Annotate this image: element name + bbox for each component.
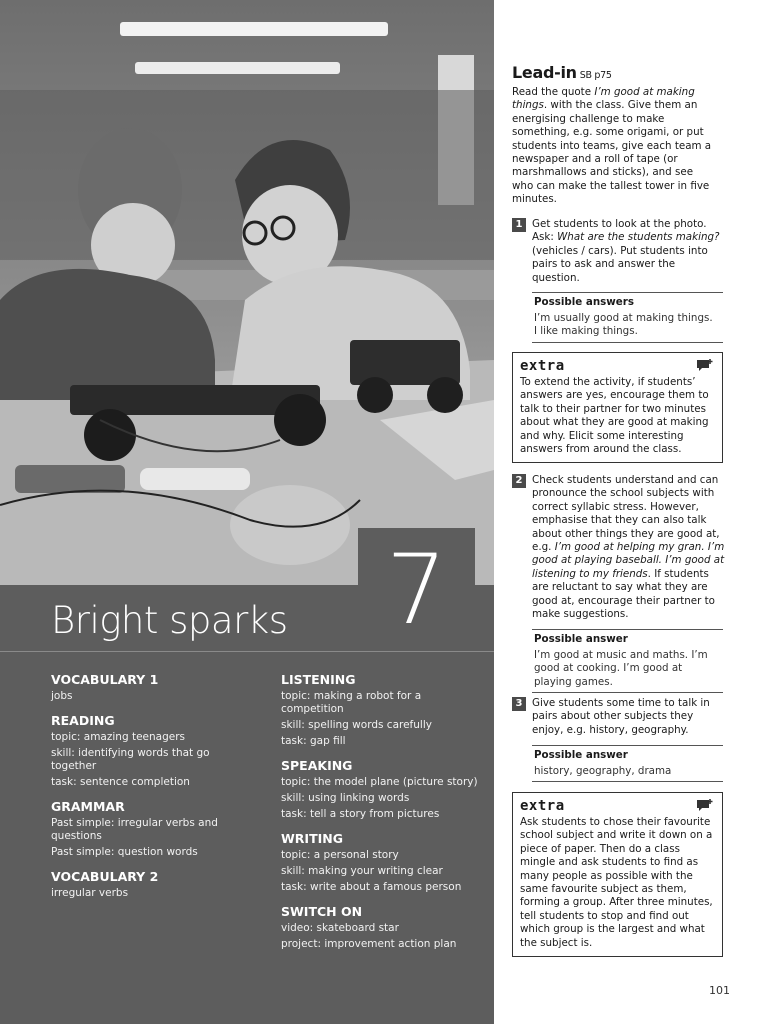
contents-section-heading: READING	[51, 713, 115, 728]
step-3-answers	[532, 745, 723, 782]
contents-section-item: task: gap fill	[281, 735, 346, 747]
step-3-text: Give students some time to talk in pairs about other subjects they enjoy, e.g. history, geography.	[532, 697, 710, 736]
step-2-answer-1: I’m good at music and maths. I’m good at cooking. I’m good at playing games.	[534, 649, 708, 688]
contents-column-1	[51, 671, 251, 909]
contents-section-item: task: sentence completion	[51, 776, 190, 788]
step-1-text	[532, 218, 724, 285]
contents-section-item: skill: identifying words that go together	[51, 747, 210, 772]
unit-number: 7	[385, 534, 448, 646]
extra-heading: extra	[520, 798, 565, 814]
contents-section-item: topic: a personal story	[281, 849, 399, 861]
extra-box-1	[512, 352, 723, 463]
contents-section-item: skill: making your writing clear	[281, 865, 443, 877]
contents-section-item: topic: making a robot for a competition	[281, 690, 422, 715]
contents-section-item: irregular verbs	[51, 887, 129, 899]
step-2-text	[532, 474, 725, 621]
speech-bubble-plus-icon	[696, 358, 714, 373]
contents-section-heading: LISTENING	[281, 672, 356, 687]
contents-column-2	[281, 671, 481, 960]
title-divider	[0, 651, 494, 652]
contents-section-item: topic: amazing teenagers	[51, 731, 185, 743]
extra-box-2	[512, 792, 723, 957]
step-2-answers	[532, 629, 723, 693]
contents-section-heading: GRAMMAR	[51, 799, 125, 814]
extra-2-text: Ask students to chose their favourite school subject and write it down on a piece of paper. Then do a class mingle and ask students to find as many people as possible with the same favourite subject as them, forming a group. After three minutes, tell students to stop and find out which group is the largest and what the subject is.	[520, 816, 713, 949]
contents-section-heading: SWITCH ON	[281, 904, 363, 919]
contents-section-heading: WRITING	[281, 831, 343, 846]
step-1-number: 1	[512, 218, 526, 232]
leadin-text-b: . with the class. Give them an energising challenge to make something, e.g. some origami, or put students into teams, give each team a newspaper and a roll of tape (or marshmallows and sticks), and see who can make the tallest tower in five minutes.	[512, 99, 712, 206]
leadin-title: Lead-in	[512, 63, 577, 82]
step-1-answer-2: I like making things.	[534, 325, 638, 338]
contents-section-item: task: write about a famous person	[281, 881, 462, 893]
contents-section-heading: VOCABULARY 2	[51, 869, 159, 884]
contents-section-item: Past simple: irregular verbs and questions	[51, 817, 218, 842]
contents-section-item: jobs	[51, 690, 73, 702]
contents-section-item: task: tell a story from pictures	[281, 808, 440, 820]
step-1-answer-1: I’m usually good at making things.	[534, 312, 713, 324]
extra-1-text: To extend the activity, if students’ answers are yes, encourage them to talk to their partner for two minutes about what they are good at making and why. Elicit some interesting answers from around the class.	[520, 376, 709, 456]
step-1-answers	[532, 292, 723, 343]
speech-bubble-plus-icon	[696, 798, 714, 813]
step-2-text-a: Check students understand and can pronounce the school subjects with correct syllabic stress. However, emphasise that they can also talk about other things they are good at, e.g.	[532, 474, 720, 554]
classroom-robot-photo	[0, 0, 494, 610]
step-1-text-b: (vehicles / cars). Put students into pairs to ask and answer the question.	[532, 244, 708, 284]
contents-section-heading: VOCABULARY 1	[51, 672, 159, 687]
unit-title: Bright sparks	[51, 599, 288, 642]
step-3-answers-heading: Possible answer	[534, 749, 628, 761]
contents-section-item: video: skateboard star	[281, 922, 399, 934]
page-number: 101	[709, 984, 730, 997]
step-3-number: 3	[512, 697, 526, 711]
step-1-answers-heading: Possible answers	[534, 296, 634, 308]
contents-section-item: project: improvement action plan	[281, 938, 457, 950]
step-2-answers-heading: Possible answer	[534, 633, 628, 645]
contents-section-item: skill: using linking words	[281, 792, 410, 804]
contents-section-item: skill: spelling words carefully	[281, 719, 432, 731]
extra-heading: extra	[520, 358, 565, 374]
contents-section-item: topic: the model plane (picture story)	[281, 776, 478, 788]
step-2-text-b: . If students are reluctant to say what they are good at, encourage their partner to make suggestions.	[532, 567, 715, 621]
step-2-number: 2	[512, 474, 526, 488]
contents-section-item: Past simple: question words	[51, 846, 198, 858]
step-1-text-a: Get students to look at the photo. Ask:	[532, 218, 707, 244]
step-2-examples: I’m good at helping my gran. I’m good at playing baseball. I’m good at listening to my friends	[532, 541, 725, 580]
leadin-text-a: Read the quote	[512, 86, 595, 98]
leadin-heading	[512, 63, 612, 82]
leadin-quote: I’m good at making things	[512, 86, 695, 112]
leadin-text	[512, 86, 712, 207]
step-1-question: What are the students making?	[557, 231, 720, 244]
leadin-sb-ref: SB p75	[579, 70, 612, 81]
contents-section-heading: SPEAKING	[281, 758, 353, 773]
step-3-answer-1: history, geography, drama	[534, 765, 672, 777]
